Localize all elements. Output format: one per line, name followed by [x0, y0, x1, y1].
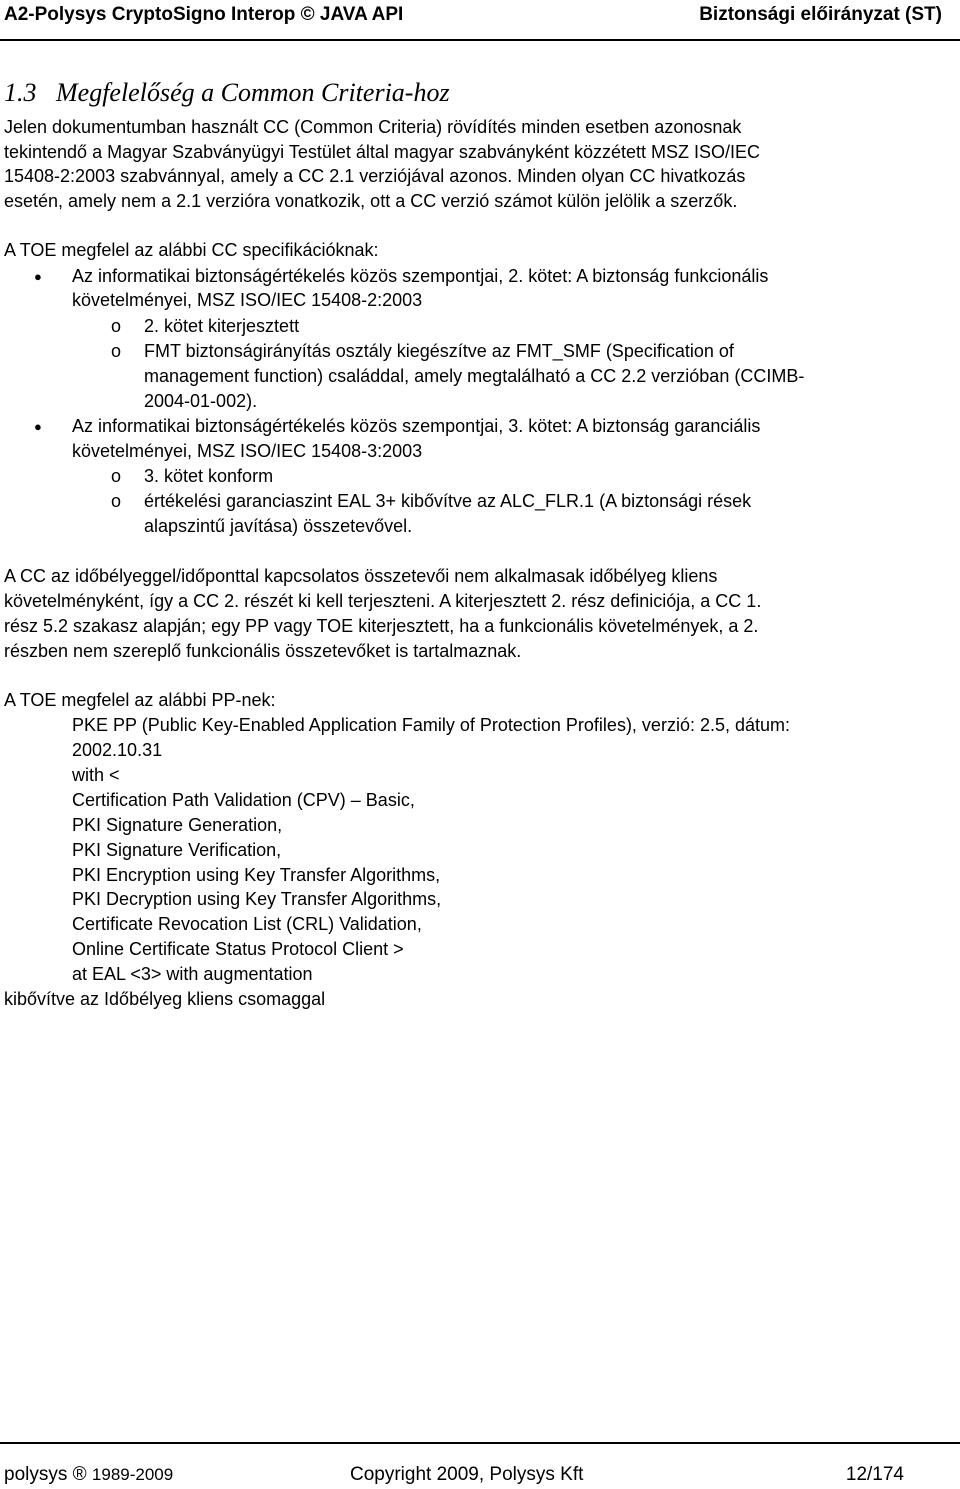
paragraph-line: részben nem szereplő funkcionális összetevőket is tartalmaznak.: [4, 641, 522, 661]
section-heading: [4, 78, 450, 108]
sub-bullet-icon: o: [111, 341, 122, 361]
paragraph-line: A CC az időbélyeggel/időponttal kapcsolatos összetevői nem alkalmasak időbélyeg kliens: [4, 566, 718, 586]
footer-copyright: Copyright 2009, Polysys Kft: [350, 1464, 584, 1485]
footer-years: 1989-2009: [91, 1465, 174, 1484]
sub-bullet-icon: o: [111, 466, 122, 486]
header-document-title: A2-Polysys CryptoSigno Interop © JAVA API: [4, 4, 404, 25]
paragraph-line: rész 5.2 szakasz alapján; egy PP vagy TOE kiterjesztett, ha a funkcionális követelmények, a 2.: [4, 616, 759, 636]
pp-line: 2002.10.31: [72, 740, 163, 760]
pp-line: PKI Decryption using Key Transfer Algorithms,: [72, 889, 442, 909]
pp-line: Online Certificate Status Protocol Client >: [72, 939, 404, 959]
header-divider: [0, 39, 960, 41]
paragraph-line: követelményként, így a CC 2. részét ki kell terjeszteni. A kiterjesztett 2. rész definiciója, a CC 1.: [4, 591, 762, 611]
footer-brand-name: polysys ®: [4, 1464, 87, 1485]
cc-spec-lead: A TOE megfelel az alábbi CC specifikációknak:: [4, 240, 379, 260]
bullet-icon: ●: [34, 269, 42, 284]
list-item-line: Az informatikai biztonságértékelés közös szempontjai, 3. kötet: A biztonság garanciális: [72, 416, 761, 436]
sub-item-line: 2. kötet kiterjesztett: [144, 316, 300, 336]
pp-line: at EAL <3> with augmentation: [72, 964, 313, 984]
pp-line: Certificate Revocation List (CRL) Validation,: [72, 914, 422, 934]
sub-item-line: alapszintű javítása) összetevővel.: [144, 516, 413, 536]
section-number: 1.3: [4, 78, 37, 107]
pp-line: PKI Encryption using Key Transfer Algorithms,: [72, 865, 441, 885]
paragraph-line: tekintendő a Magyar Szabványügyi Testület által magyar szabványként közzétett MSZ ISO/IEC: [4, 142, 761, 162]
sub-item-line: 2004-01-002).: [144, 391, 258, 411]
sub-bullet-icon: o: [111, 491, 122, 511]
footer-brand: [4, 1464, 173, 1486]
page-header: [0, 0, 960, 44]
sub-item-line: 3. kötet konform: [144, 466, 274, 486]
pp-closing: kibővítve az Időbélyeg kliens csomaggal: [4, 989, 326, 1009]
paragraph-line: esetén, amely nem a 2.1 verzióra vonatkozik, ott a CC verzió számot külön jelölik a szerzők.: [4, 191, 738, 211]
list-item-line: Az informatikai biztonságértékelés közös szempontjai, 2. kötet: A biztonság funkcionális: [72, 266, 769, 286]
sub-item-line: értékelési garanciaszint EAL 3+ kibővítve az ALC_FLR.1 (A biztonsági rések: [144, 491, 752, 511]
pp-line: with <: [72, 765, 120, 785]
sub-item-line: management function) családdal, amely megtalálható a CC 2.2 verzióban (CCIMB-: [144, 366, 805, 386]
pp-line: PKI Signature Verification,: [72, 840, 282, 860]
header-section-name: Biztonsági előirányzat (ST): [699, 4, 942, 25]
paragraph-line: 15408-2:2003 szabvánnyal, amely a CC 2.1 verziójával azonos. Minden olyan CC hivatkozás: [4, 166, 746, 186]
footer-divider: [0, 1442, 960, 1444]
list-item-line: követelményei, MSZ ISO/IEC 15408-3:2003: [72, 441, 423, 461]
page-number: 12/174: [845, 1464, 904, 1485]
sub-bullet-icon: o: [111, 316, 122, 336]
bullet-icon: ●: [34, 419, 42, 434]
page-footer: [0, 1440, 960, 1489]
pp-line: PKE PP (Public Key-Enabled Application Family of Protection Profiles), verzió: 2.5, dátum:: [72, 715, 791, 735]
pp-lead: A TOE megfelel az alábbi PP-nek:: [4, 690, 276, 710]
paragraph-line: Jelen dokumentumban használt CC (Common Criteria) rövídítés minden esetben azonosnak: [4, 117, 742, 137]
pp-line: Certification Path Validation (CPV) – Basic,: [72, 790, 415, 810]
section-title: Megfelelőség a Common Criteria-hoz: [56, 78, 450, 107]
pp-line: PKI Signature Generation,: [72, 815, 283, 835]
sub-item-line: FMT biztonságirányítás osztály kiegészítve az FMT_SMF (Specification of: [144, 341, 734, 361]
list-item-line: követelményei, MSZ ISO/IEC 15408-2:2003: [72, 290, 423, 310]
